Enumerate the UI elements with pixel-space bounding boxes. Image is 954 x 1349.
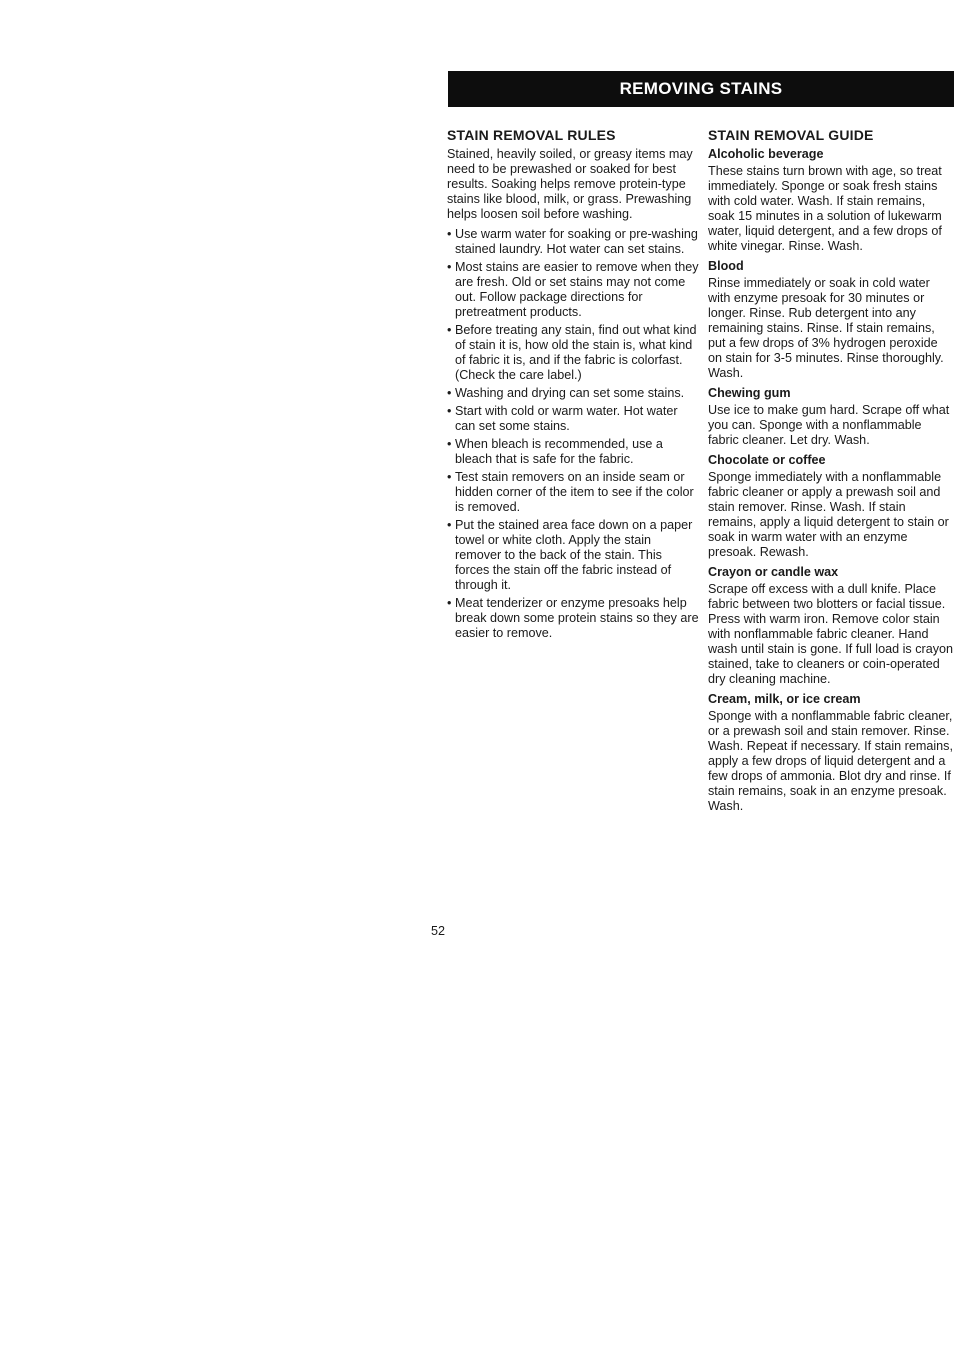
entry-text: Sponge immediately with a nonflammable fabric cleaner or apply a prewash soil and stain remover. Rinse. Wash. If stain remains, apply a liquid detergent to stain or soak in warm water with an enzyme presoak. Rewash. [708,470,949,559]
list-item: • Test stain removers on an inside seam or hidden corner of the item to see if the color is removed. [447,470,694,514]
bullet-icon: • [447,518,452,532]
list-item: • Start with cold or warm water. Hot water can set some stains. [447,404,678,433]
list-item: • Most stains are easier to remove when they are fresh. Old or set stains may not come out. Follow package directions for pretreatment products. [447,260,699,319]
list-item: • Before treating any stain, find out what kind of stain it is, how old the stain is, what kind of fabric it is, and if the fabric is colorfast. (Check the care label.) [447,323,697,382]
entry-text: Scrape off excess with a dull knife. Place fabric between two blotters or facial tissue. Press with warm iron. Remove color stain with nonflammable fabric cleaner. Hand wash until stain is gone. If full load is crayon stained, take to cleaners or coin-operated dry cleaning machine. [708,582,954,686]
bullet-icon: • [447,437,452,451]
list-item: • When bleach is recommended, use a bleach that is safe for the fabric. [447,437,663,466]
list-item: • Meat tenderizer or enzyme presoaks help break down some protein stains so they are easier to remove. [447,596,699,640]
entry-title: Chewing gum [708,386,791,400]
page-number: 52 [431,924,446,938]
stain-removal-rules [447,127,699,644]
page-title: REMOVING STAINS [619,79,783,98]
rules-title: STAIN REMOVAL RULES [447,127,616,143]
guide-entry-crayon-or-candle-wax [708,565,954,687]
rules-intro: Stained, heavily soiled, or greasy items may need to be prewashed or soaked for best results. Soaking helps remove protein-type stains like blood, milk, or grass. Prewashing helps loosen soil before washing. [447,147,693,221]
guide-entry-alcoholic-beverage [708,147,954,254]
section-banner [448,71,954,107]
list-item: • Washing and drying can set some stains. [447,386,685,400]
entry-title: Blood [708,259,744,273]
list-item: • Put the stained area face down on a paper towel or white cloth. Apply the stain remover to the back of the stain. This forces the stain off the fabric instead of through it. [447,518,693,592]
guide-entry-chewing-gum [708,386,954,448]
bullet-icon: • [447,227,452,241]
guide-entry-chocolate-or-coffee [708,453,954,560]
entry-text: Rinse immediately or soak in cold water with enzyme presoak for 30 minutes or longer. Rinse. Rub detergent into any remaining stains. Rinse. If stain remains, put a few drops of 3% hydrogen peroxide on stain for 3-5 minutes. Rinse thoroughly. Wash. [708,276,944,380]
guide-entry-blood [708,259,954,381]
rules-list [447,227,699,641]
guide-title: STAIN REMOVAL GUIDE [708,127,874,143]
list-item: • Use warm water for soaking or pre-washing stained laundry. Hot water can set stains. [447,227,698,256]
bullet-icon: • [447,323,452,337]
entry-text: These stains turn brown with age, so treat immediately. Sponge or soak fresh stains with cold water. Wash. If stain remains, soak 15 minutes in a solution of lukewarm water, liquid detergent, and a few drops of white vinegar. Rinse. Wash. [708,164,942,253]
entry-title: Alcoholic beverage [708,147,824,161]
bullet-icon: • [447,404,452,418]
bullet-icon: • [447,260,452,274]
bullet-icon: • [447,470,452,484]
guide-entry-cream-milk-ice-cream [708,692,954,814]
entry-title: Cream, milk, or ice cream [708,692,861,706]
entry-text: Sponge with a nonflammable fabric cleaner, or a prewash soil and stain remover. Rinse. Wash. Repeat if necessary. If stain remains, apply a few drops of liquid detergent and a few drops of ammonia. Blot dry and rinse. If stain remains, soak in an enzyme presoak. Wash. [708,709,953,813]
entry-text: Use ice to make gum hard. Scrape off what you can. Sponge with a nonflammable fabric cleaner. Let dry. Wash. [708,403,950,447]
entry-title: Crayon or candle wax [708,565,839,579]
bullet-icon: • [447,596,452,610]
stain-removal-guide [708,127,954,819]
entry-title: Chocolate or coffee [708,453,826,467]
bullet-icon: • [447,386,452,400]
